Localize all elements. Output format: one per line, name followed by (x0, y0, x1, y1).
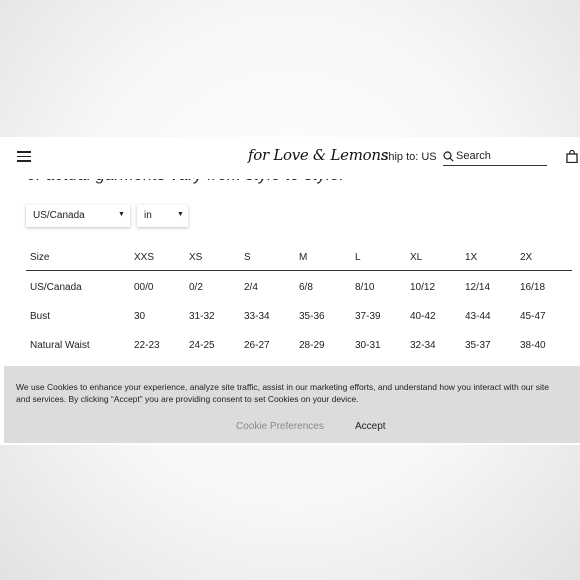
table-row-label: US/Canada (30, 282, 82, 293)
table-cell: 22-23 (134, 340, 160, 351)
table-cell: 2/4 (244, 282, 258, 293)
site-header (0, 137, 580, 179)
table-cell: 00/0 (134, 282, 154, 293)
table-header-cell: XL (410, 252, 423, 263)
table-header-cell: XS (189, 252, 203, 263)
table-cell: 30-31 (355, 340, 381, 351)
table-row-label: Natural Waist (30, 340, 90, 351)
table-header-cell: M (299, 252, 308, 263)
table-cell: 33-34 (244, 311, 270, 322)
region-select-value: US/Canada (33, 210, 85, 221)
table-header-cell: XXS (134, 252, 155, 263)
table-header-cell: 2X (520, 252, 533, 263)
table-cell: 0/2 (189, 282, 203, 293)
table-header-cell: 1X (465, 252, 478, 263)
cookie-preferences-button[interactable]: Cookie Preferences (236, 421, 324, 432)
cookie-message: We use Cookies to enhance your experience, analyze site traffic, assist in our marketing efforts, and understand how you interact with our site and services. By clicking “Accept” you are providing consent to set Cookies on your device. (16, 382, 549, 404)
table-cell: 30 (134, 311, 146, 322)
brand-logo[interactable]: for Love & Lemons (248, 146, 389, 164)
menu-icon[interactable] (17, 151, 31, 162)
table-cell: 37-39 (355, 311, 381, 322)
search-input[interactable] (443, 149, 547, 166)
table-header-cell: Size (30, 252, 50, 263)
table-cell: 28-29 (299, 340, 325, 351)
unit-select-value: in (144, 210, 152, 221)
table-cell: 10/12 (410, 282, 436, 293)
table-cell: 26-27 (244, 340, 270, 351)
table-cell: 45-47 (520, 311, 546, 322)
table-header-cell: S (244, 252, 251, 263)
table-cell: 31-32 (189, 311, 215, 322)
table-cell: 24-25 (189, 340, 215, 351)
table-row (26, 334, 572, 363)
cookie-banner (4, 366, 580, 443)
table-header-row (26, 246, 572, 271)
table-cell: 6/8 (299, 282, 313, 293)
accept-cookies-button[interactable]: Accept (355, 421, 386, 432)
table-cell: 12/14 (465, 282, 491, 293)
table-cell: 8/10 (355, 282, 375, 293)
table-row (26, 276, 572, 305)
table-row-label: Bust (30, 311, 51, 322)
size-chart-table (26, 246, 572, 363)
table-row (26, 305, 572, 334)
search-placeholder: Search (456, 150, 491, 162)
table-header-cell: L (355, 252, 361, 263)
table-cell: 16/18 (520, 282, 546, 293)
unit-select[interactable] (137, 205, 188, 227)
ship-to-selector[interactable]: Ship to: US (381, 151, 437, 163)
table-cell: 38-40 (520, 340, 546, 351)
table-cell: 40-42 (410, 311, 436, 322)
search-icon (443, 151, 454, 162)
table-cell: 43-44 (465, 311, 491, 322)
chevron-down-icon: ▼ (177, 211, 184, 218)
shopping-bag-icon[interactable] (566, 150, 578, 163)
table-cell: 32-34 (410, 340, 436, 351)
table-cell: 35-36 (299, 311, 325, 322)
table-cell: 35-37 (465, 340, 491, 351)
chevron-down-icon: ▼ (118, 211, 125, 218)
region-select[interactable] (26, 205, 130, 227)
